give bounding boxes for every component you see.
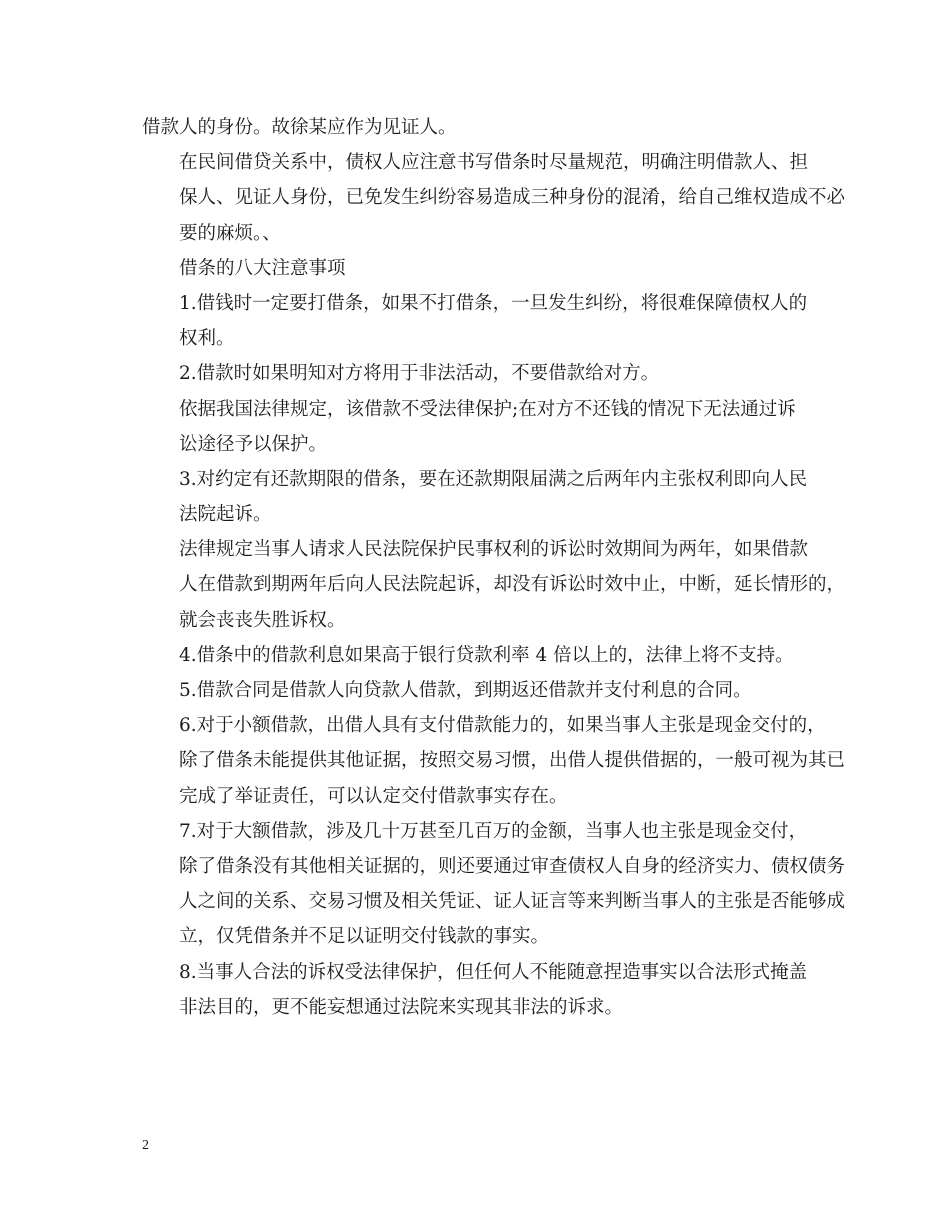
paragraph	[142, 638, 812, 673]
paragraph	[142, 286, 812, 356]
text-line: 2.借款时如果明知对方将用于非法活动，不要借款给对方。	[179, 363, 660, 385]
text-line: 人在借款到期两年后向人民法院起诉，却没有诉讼时效中止，中断，延长情形的，	[179, 574, 846, 596]
document-body	[142, 110, 846, 1025]
text-line: 借条的八大注意事项	[179, 257, 346, 279]
text-line: 完成了举证责任，可以认定交付借款事实存在。	[179, 785, 568, 807]
text-line: 非法目的，更不能妄想通过法院来实现其非法的诉求。	[179, 996, 624, 1018]
paragraph	[142, 392, 812, 462]
text-line: 除了借条未能提供其他证据，按照交易习惯，出借人提供借据的，一般可视为其已	[179, 750, 846, 772]
text-line: 立，仅凭借条并不足以证明交付钱款的事实。	[179, 926, 550, 948]
paragraph	[142, 814, 846, 955]
page-number: 2	[142, 1138, 149, 1153]
paragraph	[142, 110, 812, 145]
text-line: 除了借条没有其他相关证据的，则还要通过审查债权人自身的经济实力、债权债务	[179, 855, 846, 877]
paragraph	[142, 673, 812, 708]
text-line: 法院起诉。	[179, 504, 272, 526]
paragraph	[142, 462, 812, 532]
text-line: 8.当事人合法的诉权受法律保护，但任何人不能随意捏造事实以合法形式掩盖	[179, 961, 808, 983]
text-line: 在民间借贷关系中，债权人应注意书写借条时尽量规范，明确注明借款人、担	[179, 152, 809, 174]
text-line: 要的麻烦。、	[179, 222, 281, 244]
text-line: 5.借款合同是借款人向贷款人借款，到期返还借款并支付利息的合同。	[179, 680, 752, 701]
text-line: 借款人的身份。故徐某应作为见证人。	[142, 117, 457, 138]
paragraph	[142, 955, 812, 1025]
paragraph	[142, 356, 812, 391]
text-line: 法律规定当事人请求人民法院保护民事权利的诉讼时效期间为两年，如果借款	[179, 539, 809, 561]
paragraph	[142, 145, 846, 251]
text-line: 4.借条中的借款利息如果高于银行贷款利率 4 倍以上的，法律上将不支持。	[179, 644, 794, 666]
paragraph	[142, 708, 846, 814]
text-line: 依据我国法律规定，该借款不受法律保护;在对方不还钱的情况下无法通过诉	[179, 398, 796, 420]
text-line: 6.对于小额借款，出借人具有支付借款能力的，如果当事人主张是现金交付的，	[179, 715, 826, 737]
text-line: 权利。	[179, 328, 235, 350]
text-line: 7.对于大额借款，涉及几十万甚至几百万的金额，当事人也主张是现金交付，	[179, 820, 808, 842]
text-line: 保人、见证人身份，已免发生纠纷容易造成三种身份的混淆，给自己维权造成不必	[179, 187, 846, 209]
paragraph	[142, 532, 846, 638]
text-line: 1.借钱时一定要打借条，如果不打借条，一旦发生纠纷，将很难保障债权人的	[179, 292, 808, 314]
text-line: 人之间的关系、交易习惯及相关凭证、证人证言等来判断当事人的主张是否能够成	[179, 891, 846, 913]
text-line: 就会丧丧失胜诉权。	[179, 609, 346, 631]
paragraph	[142, 251, 812, 286]
text-line: 讼途径予以保护。	[179, 433, 328, 455]
text-line: 3.对约定有还款期限的借条，要在还款期限届满之后两年内主张权利即向人民	[179, 468, 808, 490]
